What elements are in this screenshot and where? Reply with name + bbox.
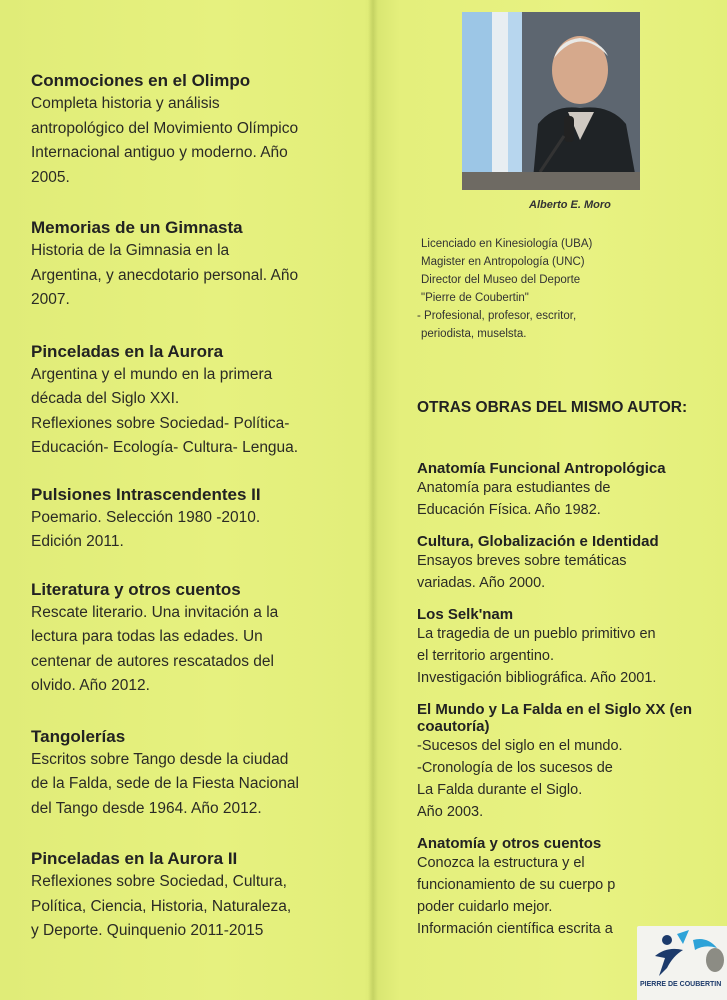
book-title: Memorias de un Gimnasta xyxy=(31,218,243,237)
right-column xyxy=(417,460,717,952)
book-title: Pinceladas en la Aurora II xyxy=(31,849,238,868)
book-entry xyxy=(31,341,351,461)
otras-obras-heading: OTRAS OBRAS DEL MISMO AUTOR: xyxy=(417,399,688,416)
book-title: Los Selk'nam xyxy=(417,606,514,623)
bio-line: Licenciado en Kinesiología (UBA) xyxy=(421,238,593,250)
page-fold xyxy=(368,0,378,1000)
book-description: La tragedia de un pueblo primitivo en el territorio argentino. Investigación bibliográfica. Año 2001. xyxy=(417,626,657,686)
book-description: Anatomía para estudiantes de Educación Física. Año 1982. xyxy=(417,480,611,518)
book-title: Pulsiones Intrascendentes II xyxy=(31,484,261,504)
book-description: Rescate literario. Una invitación a la lectura para todas las edades. Un centenar de autores rescatados del olvido. Año 2012. xyxy=(31,603,279,694)
author-bio xyxy=(417,235,661,343)
book-title: Literatura y otros cuentos xyxy=(31,579,241,599)
author-portrait-image xyxy=(462,12,640,190)
book-title: Pinceladas en la Aurora xyxy=(31,341,224,361)
book-entry xyxy=(417,533,717,594)
book-description: -Sucesos del siglo en el mundo. -Cronología de los sucesos de La Falda durante el Siglo. Año 2003. xyxy=(417,738,623,820)
bio-line: Magister en Antropología (UNC) xyxy=(421,256,585,268)
book-description: Poemario. Selección 1980 -2010. Edición 2011. xyxy=(31,508,261,550)
left-column xyxy=(31,70,351,966)
book-description: Reflexiones sobre Sociedad, Cultura, Política, Ciencia, Historia, Naturaleza, y Deporte. Quinquenio 2011-2015 xyxy=(31,873,292,939)
book-title: Anatomía y otros cuentos xyxy=(417,835,602,852)
book-entry xyxy=(31,70,351,190)
bio-line: Director del Museo del Deporte xyxy=(421,274,581,286)
book-entry xyxy=(417,835,717,940)
book-entry xyxy=(31,848,351,944)
book-entry xyxy=(417,701,717,823)
book-title: Anatomía Funcional Antropológica xyxy=(417,460,666,477)
book-title: Tangolerías xyxy=(31,726,126,746)
book-description: Ensayos breves sobre temáticas variadas. Año 2000. xyxy=(417,553,627,591)
runner-icon xyxy=(637,926,727,982)
museum-logo xyxy=(637,926,727,1000)
book-description: Historia de la Gimnasia en la Argentina, y anecdotario personal. Año 2007. xyxy=(31,242,299,308)
photo-caption: Alberto E. Moro xyxy=(529,199,611,211)
book-description: Conozca la estructura y el funcionamiento de su cuerpo p poder cuidarlo mejor. Información científica escrita a xyxy=(417,855,616,937)
bio-line: "Pierre de Coubertin" xyxy=(421,292,529,304)
book-entry xyxy=(31,217,351,313)
book-description: Escritos sobre Tango desde la ciudad de la Falda, sede de la Fiesta Nacional del Tango desde 1964. Año 2012. xyxy=(31,750,299,817)
book-entry xyxy=(417,606,717,689)
book-title: Conmociones en el Olimpo xyxy=(31,71,251,90)
book-title: Cultura, Globalización e Identidad xyxy=(417,533,659,550)
book-description: Argentina y el mundo en la primera década del Siglo XXI. Reflexiones sobre Sociedad- Política- Educación- Ecología- Cultura- Lengua. xyxy=(31,365,299,456)
book-title: El Mundo y La Falda en el Siglo XX (en coautoría) xyxy=(417,701,693,735)
bio-line: periodista, muselsta. xyxy=(421,328,527,340)
book-description: Completa historia y análisis antropológico del Movimiento Olímpico Internacional antiguo y moderno. Año 2005. xyxy=(31,95,299,186)
book-entry xyxy=(31,484,351,555)
book-entry xyxy=(31,579,351,699)
logo-text: PIERRE DE COUBERTIN xyxy=(640,981,722,988)
book-entry xyxy=(31,726,351,822)
author-photo xyxy=(462,12,640,190)
book-entry xyxy=(417,460,717,521)
bio-line: - Profesional, profesor, escritor, xyxy=(417,310,577,322)
